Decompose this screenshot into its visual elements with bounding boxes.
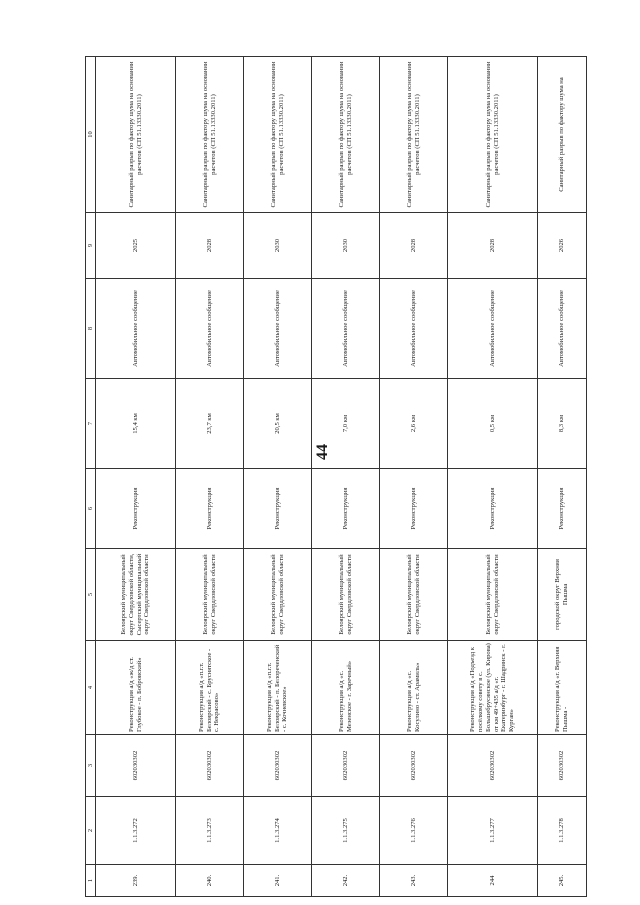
object-code: 1.1.3.278 (538, 797, 587, 865)
object-code: 1.1.3.273 (176, 797, 244, 865)
object-year: 2030 (312, 213, 380, 279)
object-territory: городской округ Верхняя Пышма (538, 549, 587, 641)
object-zone: Санитарный разрыв по фактору шума на основании расчетов (СП 51.13330.2011) (96, 57, 176, 213)
row-number: 243. (380, 865, 448, 897)
object-purpose: Автомобильное сообщение (538, 279, 587, 379)
header-row (86, 57, 96, 897)
row-number: 239. (96, 865, 176, 897)
column-header: 6 (86, 469, 96, 549)
table-row (538, 57, 587, 897)
object-length: 7,0 км (312, 379, 380, 469)
object-name: Реконструкция а/д «Подъезд к посёлкому совету в с. Большебрусянское (ул. Кирова) от км 49+435 а/д «г. Екатеринбург - г. Шадринск - г. Курган» (448, 641, 538, 735)
row-number: 242. (312, 865, 380, 897)
object-kind: Реконструкция (176, 469, 244, 549)
column-header: 1 (86, 865, 96, 897)
object-kind: Реконструкция (538, 469, 587, 549)
object-code: 1.1.3.275 (312, 797, 380, 865)
table-row (448, 57, 538, 897)
object-purpose: Автомобильное сообщение (176, 279, 244, 379)
object-length: 23,7 км (176, 379, 244, 469)
object-kbk: 602030302 (538, 735, 587, 797)
object-territory: Белоярский муниципальный округ Свердловской области (244, 549, 312, 641)
row-number: 241. (244, 865, 312, 897)
column-header: 10 (86, 57, 96, 213)
object-purpose: Автомобильное сообщение (312, 279, 380, 379)
object-name: Реконструкция а/д «п.г.т. Белоярский - п. Белореченский - с. Кочневское» (244, 641, 312, 735)
projects-table (85, 56, 587, 897)
object-purpose: Автомобильное сообщение (244, 279, 312, 379)
object-year: 2028 (448, 213, 538, 279)
object-year: 2030 (244, 213, 312, 279)
table-row (96, 57, 176, 897)
object-kbk: 602030302 (244, 735, 312, 797)
object-purpose: Автомобильное сообщение (380, 279, 448, 379)
column-header: 9 (86, 213, 96, 279)
object-name: Реконструкция а/д «п.г.т. Белоярский - с. Бруснятское - с. Некрасово» (176, 641, 244, 735)
column-header: 5 (86, 549, 96, 641)
row-number: 245. (538, 865, 587, 897)
object-name: Реконструкция а/д «с. Косулино - ст. Арамиль» (380, 641, 448, 735)
table-row (244, 57, 312, 897)
object-zone: Санитарный разрыв по фактору шума на (538, 57, 587, 213)
object-code: 1.1.3.276 (380, 797, 448, 865)
object-zone: Санитарный разрыв по фактору шума на основании расчетов (СП 51.13330.2011) (380, 57, 448, 213)
object-year: 2026 (538, 213, 587, 279)
object-kind: Реконструкция (448, 469, 538, 549)
column-header: 7 (86, 379, 96, 469)
object-name: Реконструкция а/д «г. Верхняя Пышма - (538, 641, 587, 735)
object-kbk: 602030302 (448, 735, 538, 797)
table-container (85, 57, 585, 897)
object-kbk: 602030302 (176, 735, 244, 797)
object-territory: Белоярский муниципальный округ Свердловской области (312, 549, 380, 641)
object-length: 8,3 км (538, 379, 587, 469)
row-number: 244 (448, 865, 538, 897)
object-kbk: 602030302 (96, 735, 176, 797)
object-length: 20,5 км (244, 379, 312, 469)
object-territory: Белоярский муниципальный округ Свердловской области, Сысертский муниципальный округ Свердловской области (96, 549, 176, 641)
table-row (380, 57, 448, 897)
column-header: 4 (86, 641, 96, 735)
object-code: 1.1.3.272 (96, 797, 176, 865)
column-header: 3 (86, 735, 96, 797)
page-number: 44 (314, 444, 331, 460)
column-header: 8 (86, 279, 96, 379)
object-zone: Санитарный разрыв по фактору шума на основании расчетов (СП 51.13330.2011) (176, 57, 244, 213)
object-kind: Реконструкция (380, 469, 448, 549)
object-code: 1.1.3.277 (448, 797, 538, 865)
object-zone: Санитарный разрыв по фактору шума на основании расчетов (СП 51.13330.2011) (312, 57, 380, 213)
object-purpose: Автомобильное сообщение (96, 279, 176, 379)
object-zone: Санитарный разрыв по фактору шума на основании расчетов (СП 51.13330.2011) (448, 57, 538, 213)
object-kind: Реконструкция (312, 469, 380, 549)
row-number: 240. (176, 865, 244, 897)
column-header: 2 (86, 797, 96, 865)
object-length: 15,4 км (96, 379, 176, 469)
object-year: 2028 (380, 213, 448, 279)
object-code: 1.1.3.274 (244, 797, 312, 865)
object-year: 2028 (176, 213, 244, 279)
object-length: 0,5 км (448, 379, 538, 469)
object-territory: Белоярский муниципальный округ Свердловской области (448, 549, 538, 641)
object-name: Реконструкция а/д «с. Мезенское - г. Заречный» (312, 641, 380, 735)
object-kbk: 602030302 (380, 735, 448, 797)
object-territory: Белоярский муниципальный округ Свердловской области (380, 549, 448, 641)
table-row (176, 57, 244, 897)
object-territory: Белоярский муниципальный округ Свердловской области (176, 549, 244, 641)
object-kbk: 602030302 (312, 735, 380, 797)
object-year: 2025 (96, 213, 176, 279)
object-length: 2,6 км (380, 379, 448, 469)
table-row (312, 57, 380, 897)
object-name: Реконструкция а/д «ж/д ст. Глубокое - п. Бобровский» (96, 641, 176, 735)
object-kind: Реконструкция (244, 469, 312, 549)
object-zone: Санитарный разрыв по фактору шума на основании расчетов (СП 51.13330.2011) (244, 57, 312, 213)
object-purpose: Автомобильное сообщение (448, 279, 538, 379)
object-kind: Реконструкция (96, 469, 176, 549)
